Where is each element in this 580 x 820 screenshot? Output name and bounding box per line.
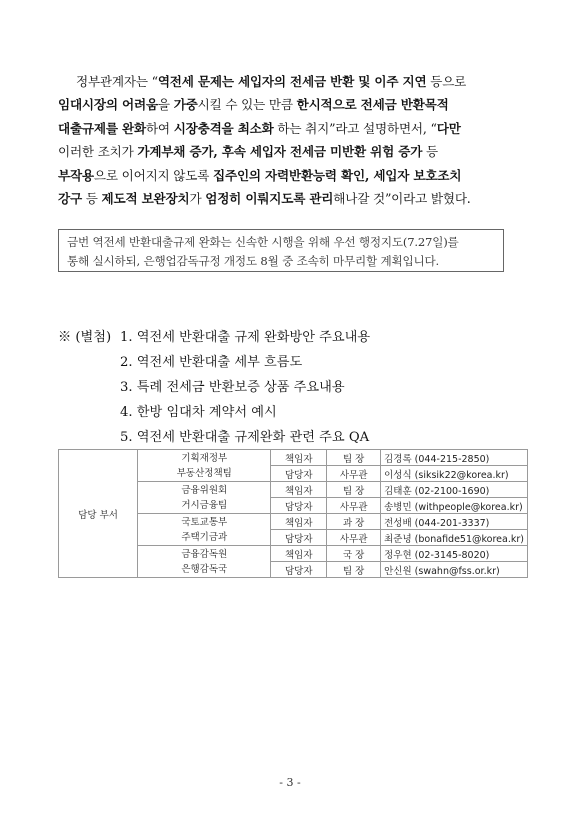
body-text: 하여 (145, 120, 174, 136)
body-text: 등으로 (426, 74, 467, 89)
title-cell: 사무관 (327, 530, 381, 546)
emphasis-text: 가중 (173, 97, 198, 113)
title-cell: 팀 장 (327, 450, 381, 466)
person-cell: 송병민 (withpeople@korea.kr) (381, 498, 528, 514)
paragraph-line-1 (58, 70, 526, 93)
role-cell: 담당자 (271, 466, 327, 482)
emphasis-text: 제도적 보완장치 (101, 191, 190, 207)
body-paragraph (58, 70, 526, 210)
person-cell: 정우현 (02-3145-8020) (381, 546, 528, 562)
org-cell: 기획재정부 부동산정책팀 (138, 450, 271, 482)
title-cell: 과 장 (327, 514, 381, 530)
body-text: 을 (157, 97, 174, 113)
body-text: 정부관계자는 “ (76, 74, 158, 89)
org-cell: 금융감독원 은행감독국 (138, 546, 271, 578)
role-cell: 담당자 (271, 498, 327, 514)
emphasis-text: 시장충격을 최소화 (173, 120, 274, 136)
paragraph-line-6 (58, 187, 526, 210)
role-cell: 책임자 (271, 482, 327, 498)
annex-list (58, 325, 370, 450)
annex-item-3: 3. 특례 전세금 반환보증 상품 주요내용 (120, 380, 345, 395)
body-text: 등 (81, 191, 102, 207)
dept-label: 담당 부서 (59, 450, 138, 578)
notice-box (58, 229, 504, 272)
annex-item (58, 325, 370, 350)
annex-item (58, 350, 370, 375)
role-cell: 책임자 (271, 546, 327, 562)
role-cell: 책임자 (271, 450, 327, 466)
org-cell: 국토교통부 주택기금과 (138, 514, 271, 546)
body-text: 등 (422, 144, 438, 160)
paragraph-line-3 (58, 117, 526, 140)
body-text: 해나갈 것”이라고 밝혔다. (333, 191, 471, 207)
emphasis-text: 가계부채 증가, 후속 세입자 전세금 미반환 위험 증가 (137, 144, 423, 160)
person-cell: 전성배 (044-201-3337) (381, 514, 528, 530)
title-cell: 사무관 (327, 466, 381, 482)
emphasis-text: 역전세 문제는 세입자의 전세금 반환 및 이주 지연 (157, 74, 427, 89)
title-cell: 팀 장 (327, 562, 381, 578)
emphasis-text: 다만 (436, 120, 461, 136)
person-cell: 김경록 (044-215-2850) (381, 450, 528, 466)
body-text: 이러한 조치가 (58, 144, 138, 160)
emphasis-text: 부작용 (58, 167, 94, 183)
person-cell: 최준녕 (bonafide51@korea.kr) (381, 530, 528, 546)
title-cell: 국 장 (327, 546, 381, 562)
emphasis-text: 대출규제를 완화 (58, 120, 146, 136)
paragraph-line-4 (58, 140, 526, 163)
emphasis-text: 강구 (58, 191, 82, 207)
annex-item-5: 5. 역전세 반환대출 규제완화 관련 주요 QA (120, 430, 370, 445)
body-text: 시킬 수 있는 만큼 (197, 97, 297, 113)
notice-line-2: 통해 실시하되, 은행업감독규정 개정도 8월 중 조속히 마무리할 계획입니다. (67, 254, 440, 268)
annex-item-2: 2. 역전세 반환대출 세부 흐름도 (120, 355, 303, 370)
annex-mark: ※ (별첨) (58, 330, 112, 345)
person-cell: 김태훈 (02-2100-1690) (381, 482, 528, 498)
title-cell: 사무관 (327, 498, 381, 514)
annex-item-4: 4. 한방 임대차 계약서 예시 (120, 405, 277, 420)
person-cell: 안신원 (swahn@fss.or.kr) (381, 562, 528, 578)
paragraph-line-2 (58, 93, 526, 116)
page-number: - 3 - (279, 776, 301, 789)
notice-line-1: 금번 역전세 반환대출규제 완화는 신속한 시행을 위해 우선 행정지도(7.27일)를 (67, 235, 459, 249)
role-cell: 담당자 (271, 530, 327, 546)
emphasis-text: 엄정히 이뤄지도록 관리 (205, 191, 334, 207)
annex-item (58, 400, 370, 425)
contact-table (58, 449, 528, 578)
emphasis-text: 한시적으로 전세금 반환목적 (296, 97, 449, 113)
title-cell: 팀 장 (327, 482, 381, 498)
emphasis-text: 집주인의 자력반환능력 확인, 세입자 보호조치 (213, 167, 462, 183)
annex-item (58, 375, 370, 400)
body-text: 가 (189, 191, 206, 207)
emphasis-text: 임대시장의 어려움 (58, 97, 158, 113)
role-cell: 책임자 (271, 514, 327, 530)
paragraph-line-5 (58, 164, 526, 187)
person-cell: 이성식 (siksik22@korea.kr) (381, 466, 528, 482)
body-text: 하는 취지”라고 설명하면서, “ (273, 120, 437, 136)
table-row (59, 450, 528, 466)
annex-item-1: 1. 역전세 반환대출 규제 완화방안 주요내용 (120, 330, 371, 345)
annex-item (58, 425, 370, 450)
org-cell: 금융위원회 거시금융팀 (138, 482, 271, 514)
role-cell: 담당자 (271, 562, 327, 578)
body-text: 으로 이어지지 않도록 (93, 167, 214, 183)
